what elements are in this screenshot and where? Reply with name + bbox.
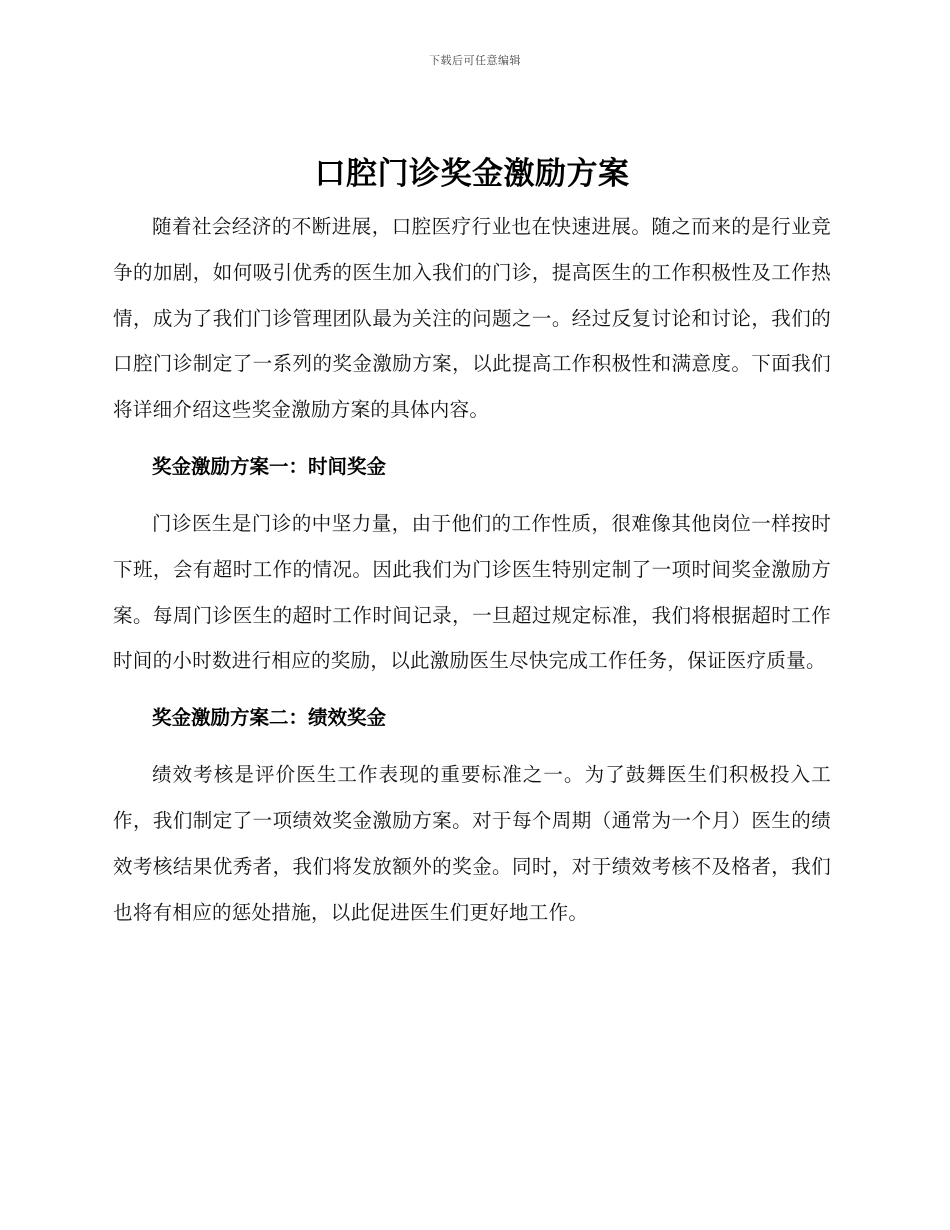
section-body-performance-bonus: 绩效考核是评价医生工作表现的重要标准之一。为了鼓舞医生们积极投入工作，我们制定了一项绩效奖金激励方案。对于每个周期（通常为一个月）医生的绩效考核结果优秀者，我们将发放额外的奖金。同时，对于绩效考核不及格者，我们也将有相应的惩处措施，以此促进医生们更好地工作。 xyxy=(113,763,831,924)
document-title: 口腔门诊奖金激励方案 xyxy=(314,156,630,192)
page-header-note: 下载后可任意编辑 xyxy=(429,54,521,67)
document-body xyxy=(113,150,831,935)
section-body-time-bonus: 门诊医生是门诊的中坚力量，由于他们的工作性质，很难像其他岗位一样按时下班，会有超时工作的情况。因此我们为门诊医生特别定制了一项时间奖金激励方案。每周门诊医生的超时工作时间记录，一旦超过规定标准，我们将根据超时工作时间的小时数进行相应的奖励，以此激励医生尽快完成工作任务，保证医疗质量。 xyxy=(113,511,831,673)
section-heading-performance-bonus: 奖金激励方案二：绩效奖金 xyxy=(152,706,387,730)
intro-paragraph: 随着社会经济的不断进展，口腔医疗行业也在快速进展。随之而来的是行业竞争的加剧，如何吸引优秀的医生加入我们的门诊，提高医生的工作积极性及工作热情，成为了我们门诊管理团队最为关注的问题之一。经过反复讨论和讨论，我们的口腔门诊制定了一系列的奖金激励方案，以此提高工作积极性和满意度。下面我们将详细介绍这些奖金激励方案的具体内容。 xyxy=(113,215,831,422)
section-heading-time-bonus: 奖金激励方案一：时间奖金 xyxy=(152,454,387,478)
